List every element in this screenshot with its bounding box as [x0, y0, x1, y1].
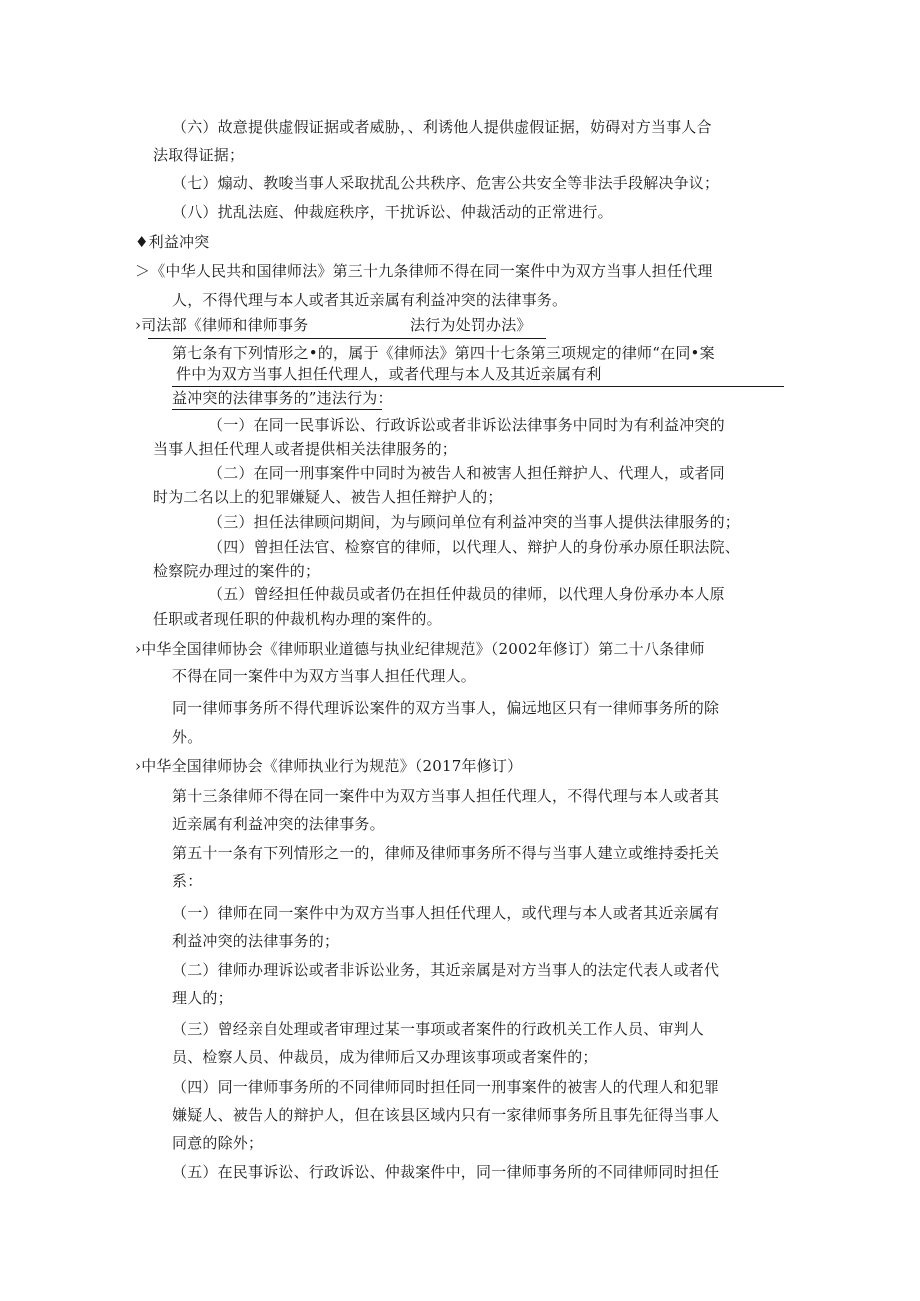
article-51-line-1: 第五十一条有下列情形之一的，律师及律师事务所不得与当事人建立或维持委托关	[172, 844, 720, 862]
article-51-item-4-line-2: 嫌疑人、被告人的辩护人，但在该县区域内只有一家律师事务所且事先征得当事人	[172, 1106, 720, 1124]
moj-article-7-line-3: 益冲突的法律事务的”违法行为：	[172, 389, 393, 407]
moj-title-underline	[148, 338, 546, 339]
article-13-line-2: 近亲属有利益冲突的法律事务。	[172, 815, 385, 833]
item-6-line-2: 法取得证据；	[153, 146, 245, 164]
article-51-item-4-line-1: （四）同一律师事务所的不同律师同时担任同一刑事案件的被害人的代理人和犯罪	[172, 1078, 720, 1096]
item-8: （八）扰乱法庭、仲裁庭秩序，干扰诉讼、仲裁活动的正常进行。	[172, 203, 613, 221]
moj-item-5-line-2: 任职或者现任职的仲裁机构办理的案件的。	[153, 610, 442, 628]
moj-article-7-underline	[172, 386, 784, 387]
moj-item-1-line-1: （一）在同一民事诉讼、行政诉讼或者非诉讼法律事务中同时为有利益冲突的	[208, 416, 725, 434]
article-51-item-1-line-2: 利益冲突的法律事务的；	[172, 932, 340, 950]
conflict-heading: ♦利益冲突	[135, 233, 210, 251]
moj-item-2-line-2: 时为二名以上的犯罪嫌疑人、被告人担任辩护人的；	[153, 488, 503, 506]
moj-article-7-underline-2	[172, 409, 382, 410]
acla-2017-title: ›中华全国律师协会《律师执业行为规范》（2017年修订）	[135, 757, 523, 775]
article-51-line-2: 系：	[172, 872, 203, 890]
item-6-line-1: （六）故意提供虚假证据或者威胁，、利诱他人提供虚假证据，妨碍对方当事人合	[172, 118, 712, 136]
acla-2002-line-3: 同一律师事务所不得代理诉讼案件的双方当事人，偏远地区只有一律师事务所的除	[172, 699, 720, 717]
article-51-item-5-line-1: （五）在民事诉讼、行政诉讼、仲裁案件中，同一律师事务所的不同律师同时担任	[172, 1163, 720, 1181]
moj-item-1-line-2: 当事人担任代理人或者提供相关法律服务的；	[153, 440, 458, 458]
article-51-item-3-line-2: 员、检察人员、仲裁员，成为律师后又办理该事项或者案件的；	[172, 1048, 598, 1066]
acla-2002-line-2: 不得在同一案件中为双方当事人担任代理人。	[172, 667, 477, 685]
article-51-item-2-line-1: （二）律师办理诉讼或者非诉讼业务，其近亲属是对方当事人的法定代表人或者代	[172, 961, 720, 979]
acla-2002-line-4: 外。	[172, 728, 203, 746]
acla-2002-line-1: ›中华全国律师协会《律师职业道德与执业纪律规范》（2002年修订）第二十八条律师	[135, 640, 705, 658]
article-13-line-1: 第十三条律师不得在同一案件中为双方当事人担任代理人，不得代理与本人或者其	[172, 787, 720, 805]
moj-title-part-2: 法行为处罚办法》	[410, 316, 532, 334]
moj-article-7-line-2: 件中为双方当事人担任代理人，或者代理与本人及其近亲属有利	[176, 365, 602, 383]
moj-article-7-line-1: 第七条有下列情形之•的，属于《律师法》第四十七条第三项规定的律师“在同•案	[172, 344, 715, 362]
lawyers-law-line-2: 人，不得代理与本人或者其近亲属有利益冲突的法律事务。	[172, 291, 568, 309]
moj-item-3: （三）担任法律顾问期间，为与顾问单位有利益冲突的当事人提供法律服务的；	[208, 513, 741, 531]
moj-item-4-line-1: （四）曾担任法官、检察官的律师，以代理人、辩护人的身份承办原任职法院、	[208, 538, 741, 556]
moj-item-4-line-2: 检察院办理过的案件的；	[153, 562, 321, 580]
article-51-item-2-line-2: 理人的；	[172, 989, 233, 1007]
moj-title-part-1: ›司法部《律师和律师事务	[135, 316, 309, 334]
article-51-item-4-line-3: 同意的除外；	[172, 1134, 264, 1152]
article-51-item-1-line-1: （一）律师在同一案件中为双方当事人担任代理人，或代理与本人或者其近亲属有	[172, 904, 720, 922]
moj-item-5-line-1: （五）曾经担任仲裁员或者仍在担任仲裁员的律师，以代理人身份承办本人原	[208, 585, 725, 603]
article-51-item-3-line-1: （三）曾经亲自处理或者审理过某一事项或者案件的行政机关工作人员、审判人	[172, 1020, 705, 1038]
item-7: （七）煽动、教唆当事人采取扰乱公共秩序、危害公共安全等非法手段解决争议；	[172, 174, 720, 192]
lawyers-law-line-1: ＞《中华人民共和国律师法》第三十九条律师不得在同一案件中为双方当事人担任代理	[135, 262, 713, 280]
moj-item-2-line-1: （二）在同一刑事案件中同时为被告人和被害人担任辩护人、代理人，或者同	[208, 464, 725, 482]
